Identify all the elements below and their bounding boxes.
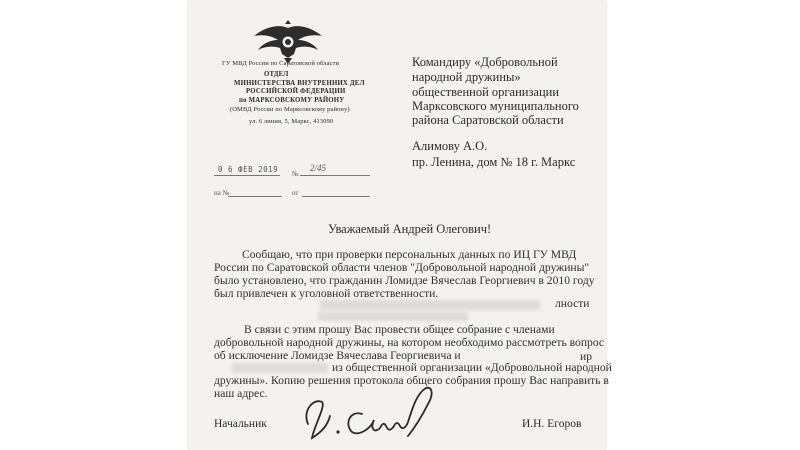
p2-line-1: В связи с этим прошу Вас провести общее собрание с членами bbox=[244, 323, 555, 336]
p1-line-4: был привлечен к уголовной ответственности. bbox=[214, 287, 439, 300]
na-label: на № bbox=[214, 189, 230, 197]
p2-line-2: добровольной народной дружины, на котором необходимо рассмотреть вопрос bbox=[214, 336, 605, 349]
number-value: 2/45 bbox=[310, 163, 327, 173]
ot-label: от bbox=[292, 189, 299, 197]
org-line-2: ОТДЕЛ bbox=[264, 71, 289, 78]
handwritten-signature-icon bbox=[300, 380, 445, 446]
p1-line-3: было установлено, что гражданин Ломидзе Вячеслав Георгиевич в 2010 году bbox=[214, 274, 595, 287]
number-label: № bbox=[292, 170, 299, 178]
recipient-line-3: общественной организации bbox=[412, 85, 560, 99]
org-line-5: по МАРКСОВСКОМУ РАЙОНУ bbox=[239, 97, 345, 104]
salutation: Уважаемый Андрей Олегович! bbox=[328, 222, 492, 236]
p2-line-4: из общественной организации «Добровольной народной bbox=[332, 361, 612, 374]
number-underline bbox=[300, 175, 370, 176]
p2-line-3: об исключение Ломидзе Вячеслава Георгиевича и bbox=[214, 349, 461, 362]
p1-fragment: лности bbox=[555, 297, 590, 310]
redacted-text-area-3 bbox=[232, 363, 328, 373]
recipient-line-2: народной дружины» bbox=[412, 70, 521, 84]
signatory-title: Начальник bbox=[214, 418, 267, 430]
org-line-1: ГУ МВД России по Саратовской области bbox=[222, 60, 340, 67]
p2-line-5: дружины». Копию решения протокола общего собрания прошу Вас направить в bbox=[214, 374, 609, 387]
redacted-text-area bbox=[320, 300, 540, 310]
org-address: ул. 6 линия, 5, Маркс, 413090 bbox=[249, 118, 334, 125]
redacted-text-area-2 bbox=[318, 312, 468, 321]
recipient-name: Алимову А.О. bbox=[412, 139, 488, 153]
recipient-line-5: района Саратовской области bbox=[412, 113, 564, 127]
signatory-name: И.Н. Егоров bbox=[522, 418, 582, 430]
recipient-line-4: Марксовского муниципального bbox=[412, 99, 579, 113]
p2-line-6: наш адрес. bbox=[214, 387, 268, 400]
org-line-4: РОССИЙСКОЙ ФЕДЕРАЦИИ bbox=[246, 88, 346, 95]
p2-fragment: ир bbox=[580, 350, 593, 363]
na-underline bbox=[228, 196, 282, 197]
ot-underline bbox=[302, 196, 370, 197]
p1-line-1: Сообщаю, что при проверки персональных данных по ИЦ ГУ МВД bbox=[242, 248, 577, 261]
mvd-eagle-emblem-icon bbox=[252, 20, 324, 64]
org-line-3: МИНИСТЕРСТВА ВНУТРЕННИХ ДЕЛ bbox=[234, 80, 365, 87]
org-line-6: (ОМВД России по Марксовскому району) bbox=[230, 106, 350, 113]
recipient-line-1: Командиру «Добровольной bbox=[412, 55, 558, 69]
date-underline bbox=[214, 175, 280, 176]
recipient-address: пр. Ленина, дом № 18 г. Маркс bbox=[412, 155, 576, 169]
date-stamp: 0 6 ФЕВ 2019 bbox=[218, 165, 279, 174]
p1-line-2: России по Саратовской области членов "Добровольной народной дружины" bbox=[214, 261, 590, 274]
